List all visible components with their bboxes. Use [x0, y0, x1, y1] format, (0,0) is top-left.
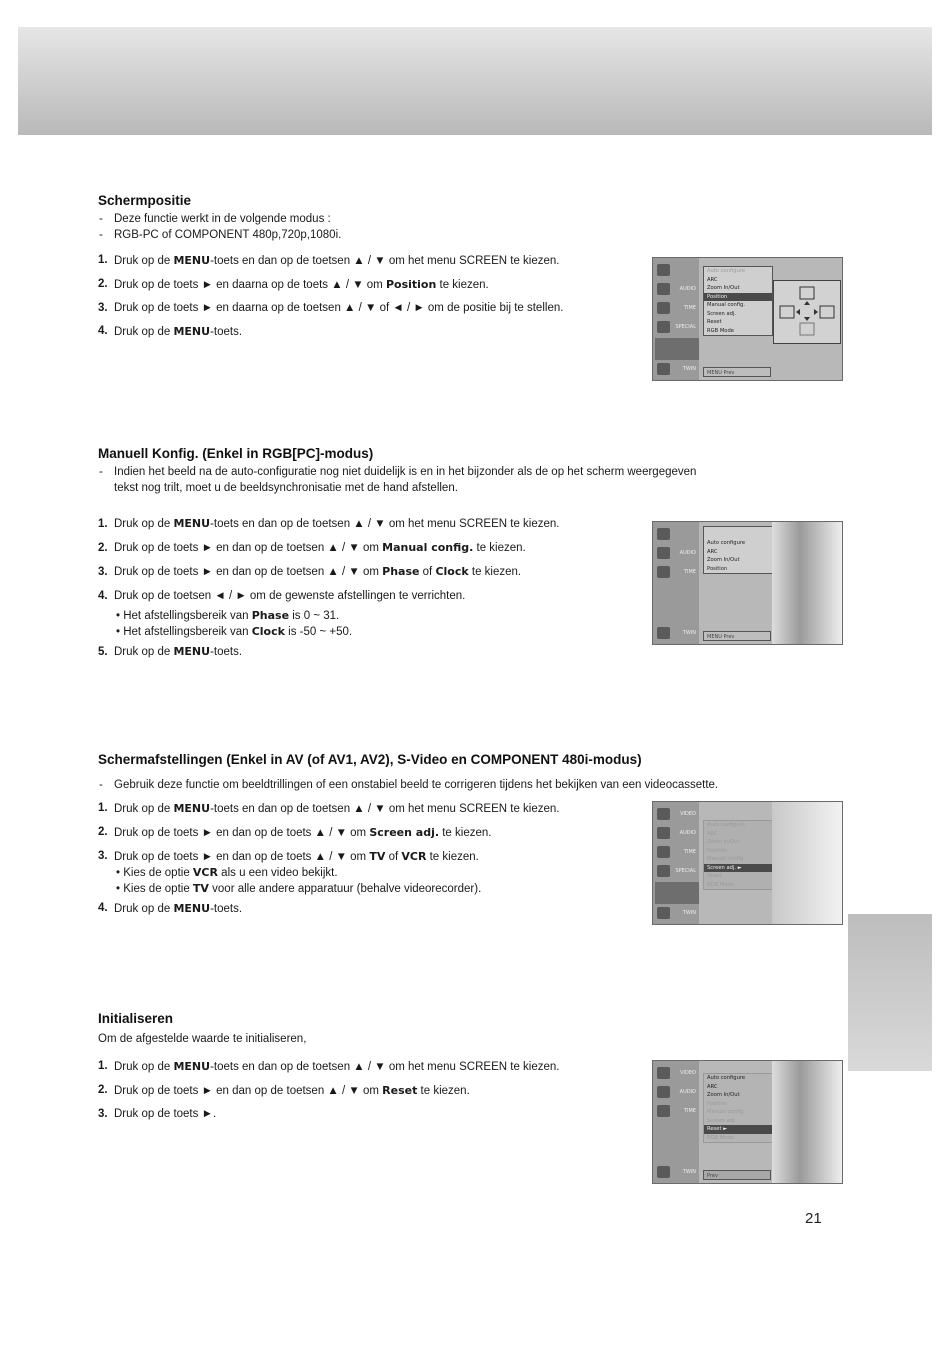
- intro-line: - Gebruik deze functie om beeldtrillingen of een onstabiel beeld te corrigeren tijdens het bekijken van een videocassette.: [98, 778, 858, 794]
- step: 4. Druk op de MENU-toets.: [98, 901, 243, 915]
- step: 1. Druk op de MENU-toets en dan op de toetsen ▲ / ▼ om het menu SCREEN te kiezen.: [98, 254, 560, 267]
- page-number: 21: [805, 1210, 822, 1227]
- step: 5. Druk op de MENU-toets.: [98, 645, 243, 658]
- step: 2. Druk op de toets ► en dan op de toetsen ▲ / ▼ om Manual config. te kiezen.: [98, 541, 526, 554]
- osd-sidebar: AUDIO TIME TWIN: [653, 522, 699, 644]
- step: 2. Druk op de toets ► en daarna op de toets ▲ / ▼ om Position te kiezen.: [98, 278, 489, 291]
- osd-menu: Auto configure ARC Zoom In/Out Position Manual config. Screen adj. ► Reset RGB Mode: [703, 820, 773, 890]
- step: 1. Druk op de MENU-toets en dan op de toetsen ▲ / ▼ om het menu SCREEN te kiezen.: [98, 1060, 560, 1073]
- chapter-side-tab: [848, 914, 932, 1071]
- intro-line: - Indien het beeld na de auto-configuratie nog niet duidelijk is en in het bijzonder als de op het scherm weergegeven tekst nog trilt, moet u de beeldsynchronisatie met de hand afstellen.: [98, 465, 708, 496]
- position-adjust-icon: [773, 280, 841, 344]
- step: 3. Druk op de toets ►.: [98, 1108, 217, 1120]
- osd-screen-position: AUDIO TIME SPECIAL TWIN Auto configure ARC Zoom In/Out Position Manual config. Screen adj. Reset RGB Mode MENU Prev: [652, 257, 843, 381]
- section-intro: Om de afgestelde waarde te initialiseren,: [98, 1033, 307, 1045]
- section-intro: [98, 212, 818, 243]
- section-intro: [98, 778, 858, 794]
- step-bullets: • Het afstellingsbereik van Phase is 0 ~ 31. • Het afstellingsbereik van Clock is -50 ~ +50.: [114, 608, 818, 640]
- osd-menu: Auto configure ARC Zoom In/Out Position Manual config. Screen adj. Reset RGB Mode: [703, 266, 773, 336]
- step: 1. Druk op de MENU-toets en dan op de toetsen ▲ / ▼ om het menu SCREEN te kiezen.: [98, 801, 560, 815]
- osd-sidebar: VIDEO AUDIO TIME TWIN: [653, 1061, 699, 1183]
- step: 3. Druk op de toets ► en dan op de toetsen ▲ / ▼ om Phase of Clock te kiezen.: [98, 565, 522, 578]
- osd-manual-config: AUDIO TIME TWIN Auto configure ARC Zoom In/Out Position MENU Prev: [652, 521, 843, 645]
- section-title: Schermafstellingen (Enkel in AV (of AV1, AV2), S-Video en COMPONENT 480i-modus): [98, 752, 642, 767]
- osd-reset: VIDEO AUDIO TIME TWIN Auto configure ARC Zoom In/Out Position Manual config. Screen adj. Reset ► RGB Mode Prev: [652, 1060, 843, 1184]
- header-band: [18, 27, 932, 135]
- intro-line: - Deze functie werkt in de volgende modus :: [98, 212, 818, 228]
- section-intro: [98, 465, 708, 496]
- osd-sidebar: AUDIO TIME SPECIAL TWIN: [653, 258, 699, 380]
- step: 1. Druk op de MENU-toets en dan op de toetsen ▲ / ▼ om het menu SCREEN te kiezen.: [98, 517, 560, 530]
- step: 4. Druk op de toetsen ◄ / ► om de gewenste afstellingen te verrichten. • Het afstellingsbereik van Phase is 0 ~ 31. • Het afstellingsbereik van Clock is -50 ~ +50.: [98, 584, 818, 640]
- section-title: Initialiseren: [98, 1011, 174, 1026]
- step: 3. Druk op de toets ► en daarna op de toetsen ▲ / ▼ of ◄ / ► om de positie bij te stellen.: [98, 302, 564, 314]
- osd-screen-adj: [652, 801, 843, 925]
- osd-sidebar: VIDEO AUDIO TIME SPECIAL TWIN: [653, 802, 699, 924]
- step: 2. Druk op de toets ► en dan op de toetsen ▲ / ▼ om Reset te kiezen.: [98, 1084, 470, 1097]
- step: 3. Druk op de toets ► en dan op de toets ▲ / ▼ om TV of VCR te kiezen. • Kies de optie VCR als u een video bekijkt. • Kies de optie TV voor alle andere apparatuur (behalve videorecorder).: [98, 845, 858, 897]
- step: 4. Druk op de MENU-toets.: [98, 325, 243, 338]
- section-title: Schermpositie: [98, 193, 192, 208]
- intro-line: - RGB-PC of COMPONENT 480p,720p,1080i.: [98, 228, 818, 244]
- section-title: Manuell Konfig. (Enkel in RGB[PC]-modus): [98, 446, 374, 461]
- step-bullets: • Kies de optie VCR als u een video bekijkt. • Kies de optie TV voor alle andere apparatuur (behalve videorecorder).: [114, 865, 858, 897]
- osd-menu: Auto configure ARC Zoom In/Out Position: [703, 526, 773, 574]
- step: 2. Druk op de toets ► en dan op de toets ▲ / ▼ om Screen adj. te kiezen.: [98, 825, 492, 839]
- osd-menu: Auto configure ARC Zoom In/Out Position Manual config. Screen adj. Reset ► RGB Mode: [703, 1073, 773, 1143]
